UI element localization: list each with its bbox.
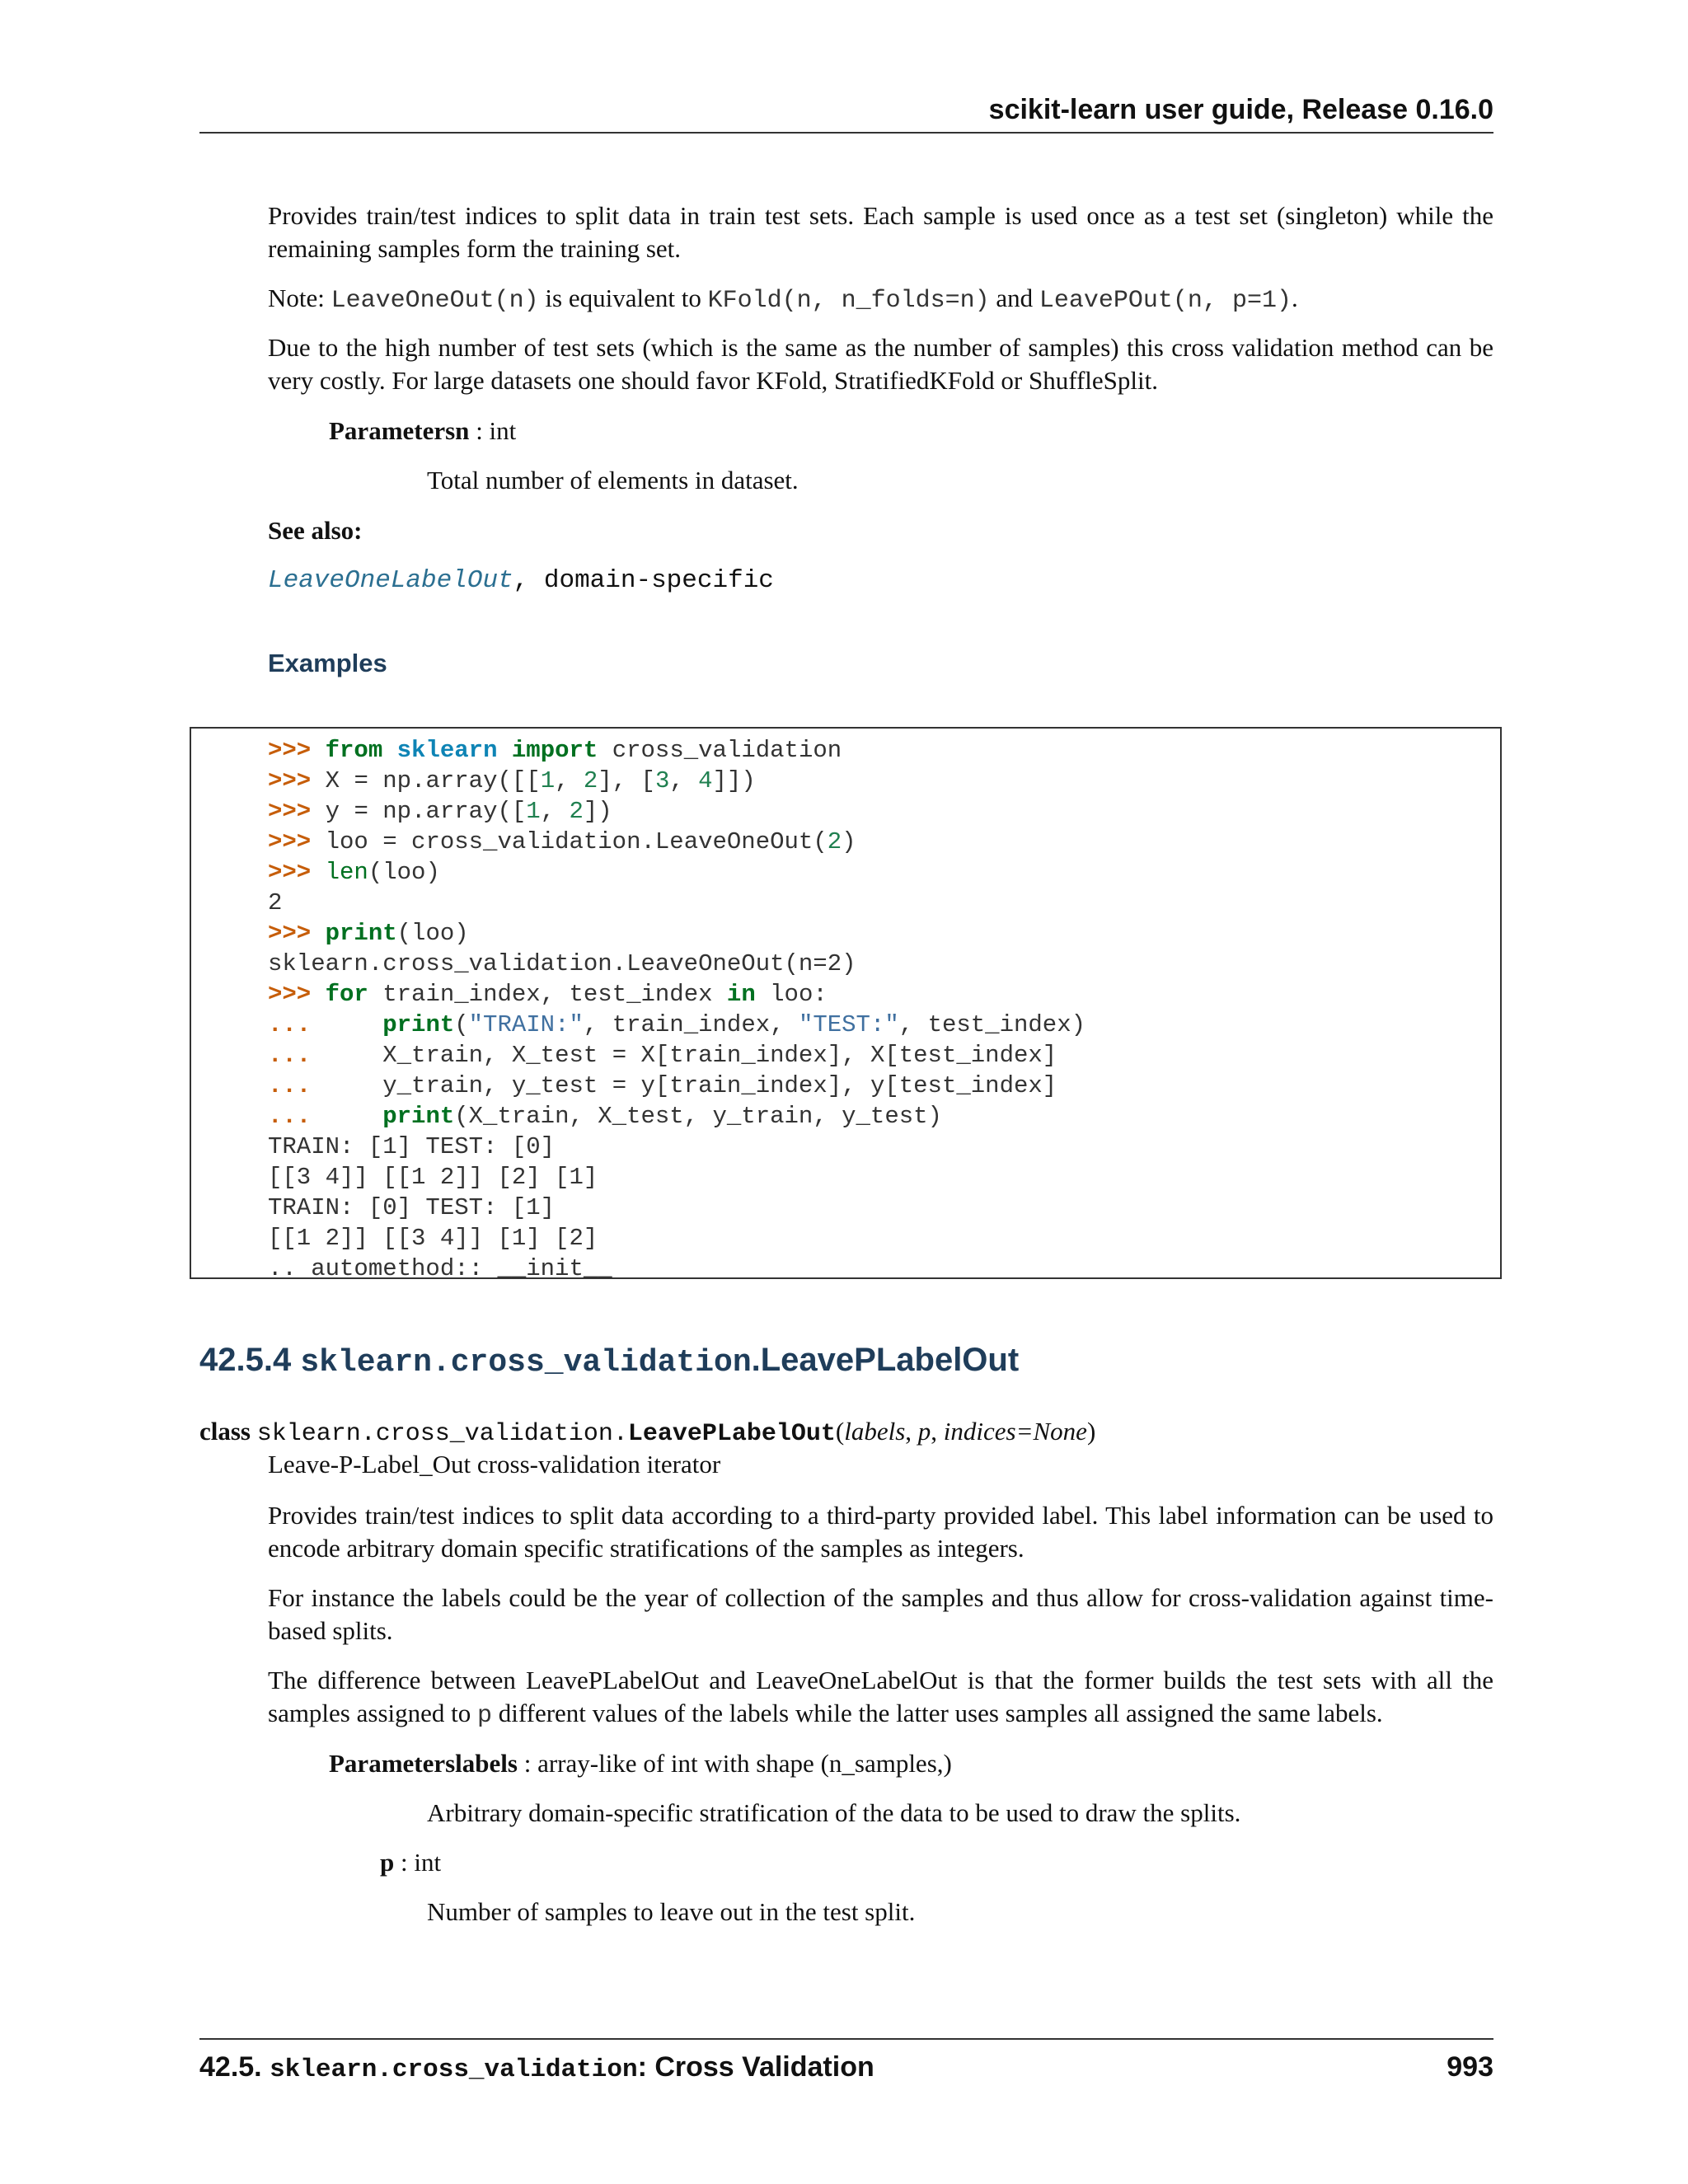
- sig-open: (: [835, 1417, 845, 1446]
- class-signature: [199, 1417, 1095, 1448]
- class-paragraph-3: [268, 1664, 1493, 1732]
- section-heading: [199, 1342, 1019, 1380]
- class-short-description: Leave-P-Label_Out cross-validation iterator: [268, 1450, 721, 1479]
- class-paragraph-1-text: Provides train/test indices to split data according to a third-party provided label. This label information can be used to encode arbitrary domain specific stratifications of the samples as integers.: [268, 1501, 1493, 1563]
- cost-text: Due to the high number of test sets (which is the same as the number of samples) this cross validation method can be very costly. For large datasets one should favor KFold, StratifiedKFold or ShuffleSplit.: [268, 333, 1493, 395]
- examples-heading: Examples: [268, 649, 387, 677]
- see-also-rest: , domain-specific: [513, 566, 774, 595]
- footer-module: sklearn.cross_validation: [270, 2055, 638, 2084]
- section-module: sklearn.cross_validation: [300, 1345, 752, 1380]
- code-listing: >>> from sklearn import cross_validation >>> X = np.array([[1, 2], [3, 4]]) >>> y = np.array([1, 2]) >>> loo = cross_validation.LeaveOneOut(2) >>> len(loo) 2 >>> print(loo) sklearn.cross_validation.LeaveOneOut(n=2) >>> for train_index, test_index in loo: ... print("TRAIN:", train_index, "TEST:", test_index) ... X_train, X_test = X[train_index], X[test_index] ... y_train, y_test = y[train_index], y[test_index] ... print(X_train, X_test, y_train, y_test) TRAIN: [1] TEST: [0] [[3 4]] [[1 2]] [2] [1] TRAIN: [0] TEST: [1] [[1 2]] [[3 4]] [1] [2] .. automethod:: __init__: [268, 737, 1086, 1282]
- see-also-line: [268, 566, 774, 595]
- see-also-label: See also:: [268, 516, 363, 545]
- footer-title: : Cross Validation: [637, 2051, 874, 2083]
- parameters-labels-type: : array-like of int with shape (n_samples,): [517, 1749, 952, 1778]
- class-name: LeavePLabelOut: [627, 1420, 836, 1448]
- class-paragraph-3-a: The difference between LeavePLabelOut and LeaveOneLabelOut is that the former builds the test sets with all the samples assigned to: [268, 1666, 1493, 1727]
- code-example-block[interactable]: [190, 727, 1502, 1282]
- class-keyword: class: [199, 1417, 257, 1446]
- note-prefix: Note:: [268, 284, 331, 312]
- class-paragraph-2-text: For instance the labels could be the year of collection of the samples and thus allow for cross-validation against time-based splits.: [268, 1583, 1493, 1645]
- parameter-n-description: Total number of elements in dataset.: [427, 466, 799, 494]
- page-number: 993: [1447, 2051, 1493, 2083]
- sig-arg-indices: indices=None: [943, 1417, 1087, 1446]
- footer-section: [199, 2051, 874, 2084]
- intro-text: Provides train/test indices to split data in train test sets. Each sample is used once as a test set (singleton) while the remaining samples form the training set.: [268, 201, 1493, 263]
- sig-sep: ,: [931, 1417, 944, 1446]
- note-code-leaveoneout: LeaveOneOut(n): [331, 287, 539, 315]
- sig-sep: ,: [905, 1417, 918, 1446]
- parameters-bold: Parametersn: [329, 416, 470, 445]
- class-paragraph-3-b: different values of the labels while the latter uses samples all assigned the same labels.: [492, 1699, 1383, 1727]
- page-footer: [199, 2038, 1493, 2089]
- parameter-p-type: : int: [394, 1848, 442, 1877]
- parameter-p-bold: p: [380, 1848, 395, 1877]
- section-name: .LeavePLabelOut: [751, 1342, 1020, 1378]
- parameter-labels-description: Arbitrary domain-specific stratification of the data to be used to draw the splits.: [427, 1798, 1241, 1827]
- note-mid2: and: [989, 284, 1039, 312]
- parameter-p-label: [380, 1848, 441, 1877]
- parameters-labels-label: [329, 1749, 952, 1779]
- parameters-label: [329, 416, 516, 446]
- sig-arg-labels: labels: [844, 1417, 906, 1446]
- section-number: 42.5.4: [199, 1342, 301, 1378]
- parameters-labels-bold: Parameterslabels: [329, 1749, 518, 1778]
- note-end: .: [1291, 284, 1298, 312]
- page-header: [199, 92, 1493, 134]
- footer-number: 42.5.: [199, 2051, 270, 2083]
- class-paragraph-3-code: p: [477, 1702, 493, 1730]
- intro-paragraph: [268, 199, 1493, 265]
- sig-close: ): [1086, 1417, 1096, 1446]
- parameter-p-description: Number of samples to leave out in the test split.: [427, 1897, 916, 1926]
- class-paragraph-2: [268, 1582, 1493, 1647]
- note-code-leavepout: LeavePOut(n, p=1): [1039, 287, 1292, 315]
- note-paragraph: [268, 282, 1493, 317]
- note-code-kfold: KFold(n, n_folds=n): [707, 287, 990, 315]
- parameters-type: : int: [469, 416, 517, 445]
- header-title: scikit-learn user guide, Release 0.16.0: [988, 94, 1493, 125]
- class-prefix: sklearn.cross_validation.: [256, 1420, 628, 1448]
- note-mid1: is equivalent to: [538, 284, 708, 312]
- see-also-link[interactable]: LeaveOneLabelOut: [268, 566, 513, 595]
- class-paragraph-1: [268, 1499, 1493, 1565]
- cost-paragraph: [268, 331, 1493, 397]
- sig-arg-p: p: [917, 1417, 931, 1446]
